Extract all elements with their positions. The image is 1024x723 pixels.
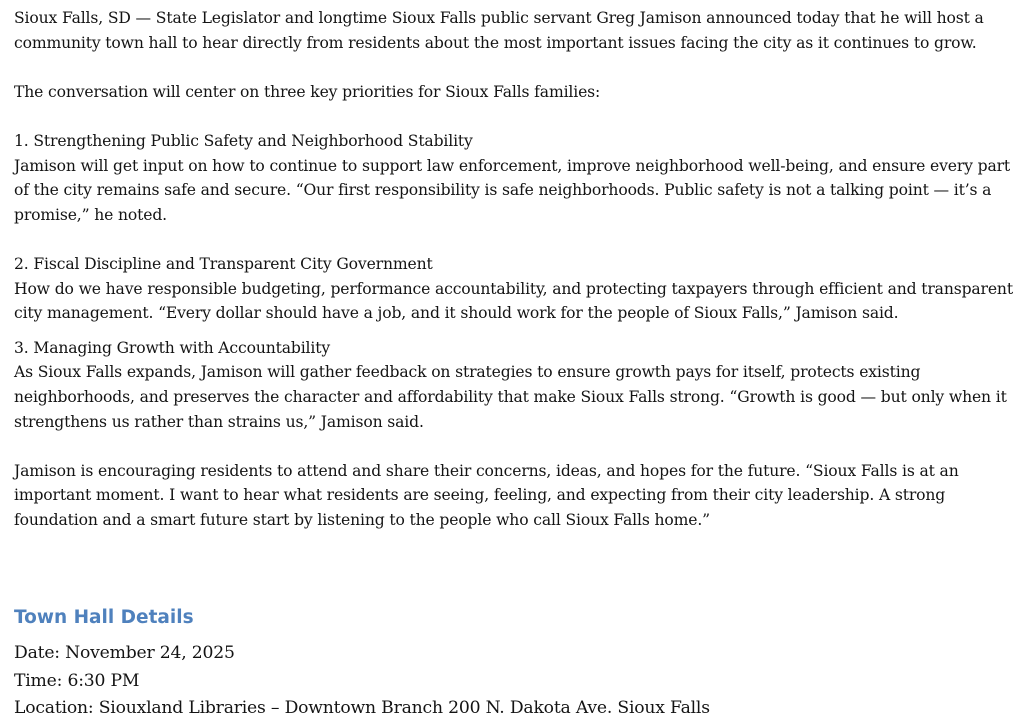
closing-paragraph: Jamison is encouraging residents to attend and share their concerns, ideas, and hopes for the future. “Sioux Falls is at an important moment. I want to hear what residents are seeing, feeling, and expecting from their city leadership. A strong foundation and a smart future start by listening to the people who call Sioux Falls home.” xyxy=(14,461,959,529)
intro-paragraph: Sioux Falls, SD — State Legislator and longtime Sioux Falls public servant Greg Jamison announced today that he will host a community town hall to hear directly from residents about the most important issues facing the city as it continues to grow. xyxy=(14,9,984,52)
details-location: Location: Siouxland Libraries – Downtown Branch 200 N. Dakota Ave. Sioux Falls xyxy=(14,698,710,718)
details-date: Date: November 24, 2025 xyxy=(14,643,235,663)
priority-2-body: How do we have responsible budgeting, performance accountability, and protecting taxpayers through efficient and transparent city management. “Every dollar should have a job, and it should work for the people of Sioux Falls,” Jamison said. xyxy=(14,279,1013,323)
priority-3-title: 3. Managing Growth with Accountability xyxy=(14,338,330,357)
town-hall-details xyxy=(14,640,710,723)
details-time: Time: 6:30 PM xyxy=(14,670,140,691)
priority-1-title: 1. Strengthening Public Safety and Neighborhood Stability xyxy=(14,131,473,150)
priority-3-body: As Sioux Falls expands, Jamison will gather feedback on strategies to ensure growth pays for itself, protects existing neighborhoods, and preserves the character and affordability that make Sioux Falls strong. “Growth is good — but only when it strengthens us rather than strains us,” Jamison said. xyxy=(14,363,1007,431)
details-heading: Town Hall Details xyxy=(14,607,194,628)
priority-2-title: 2. Fiscal Discipline and Transparent City Government xyxy=(14,254,433,273)
press-release-body xyxy=(14,6,1020,532)
lead-paragraph: The conversation will center on three key priorities for Sioux Falls families: xyxy=(14,82,601,101)
priority-1-body: Jamison will get input on how to continue to support law enforcement, improve neighborhood well-being, and ensure every part of the city remains safe and secure. “Our first responsibility is safe neighborhoods. Public safety is not a talking point — it’s a promise,” he noted. xyxy=(14,156,1011,224)
